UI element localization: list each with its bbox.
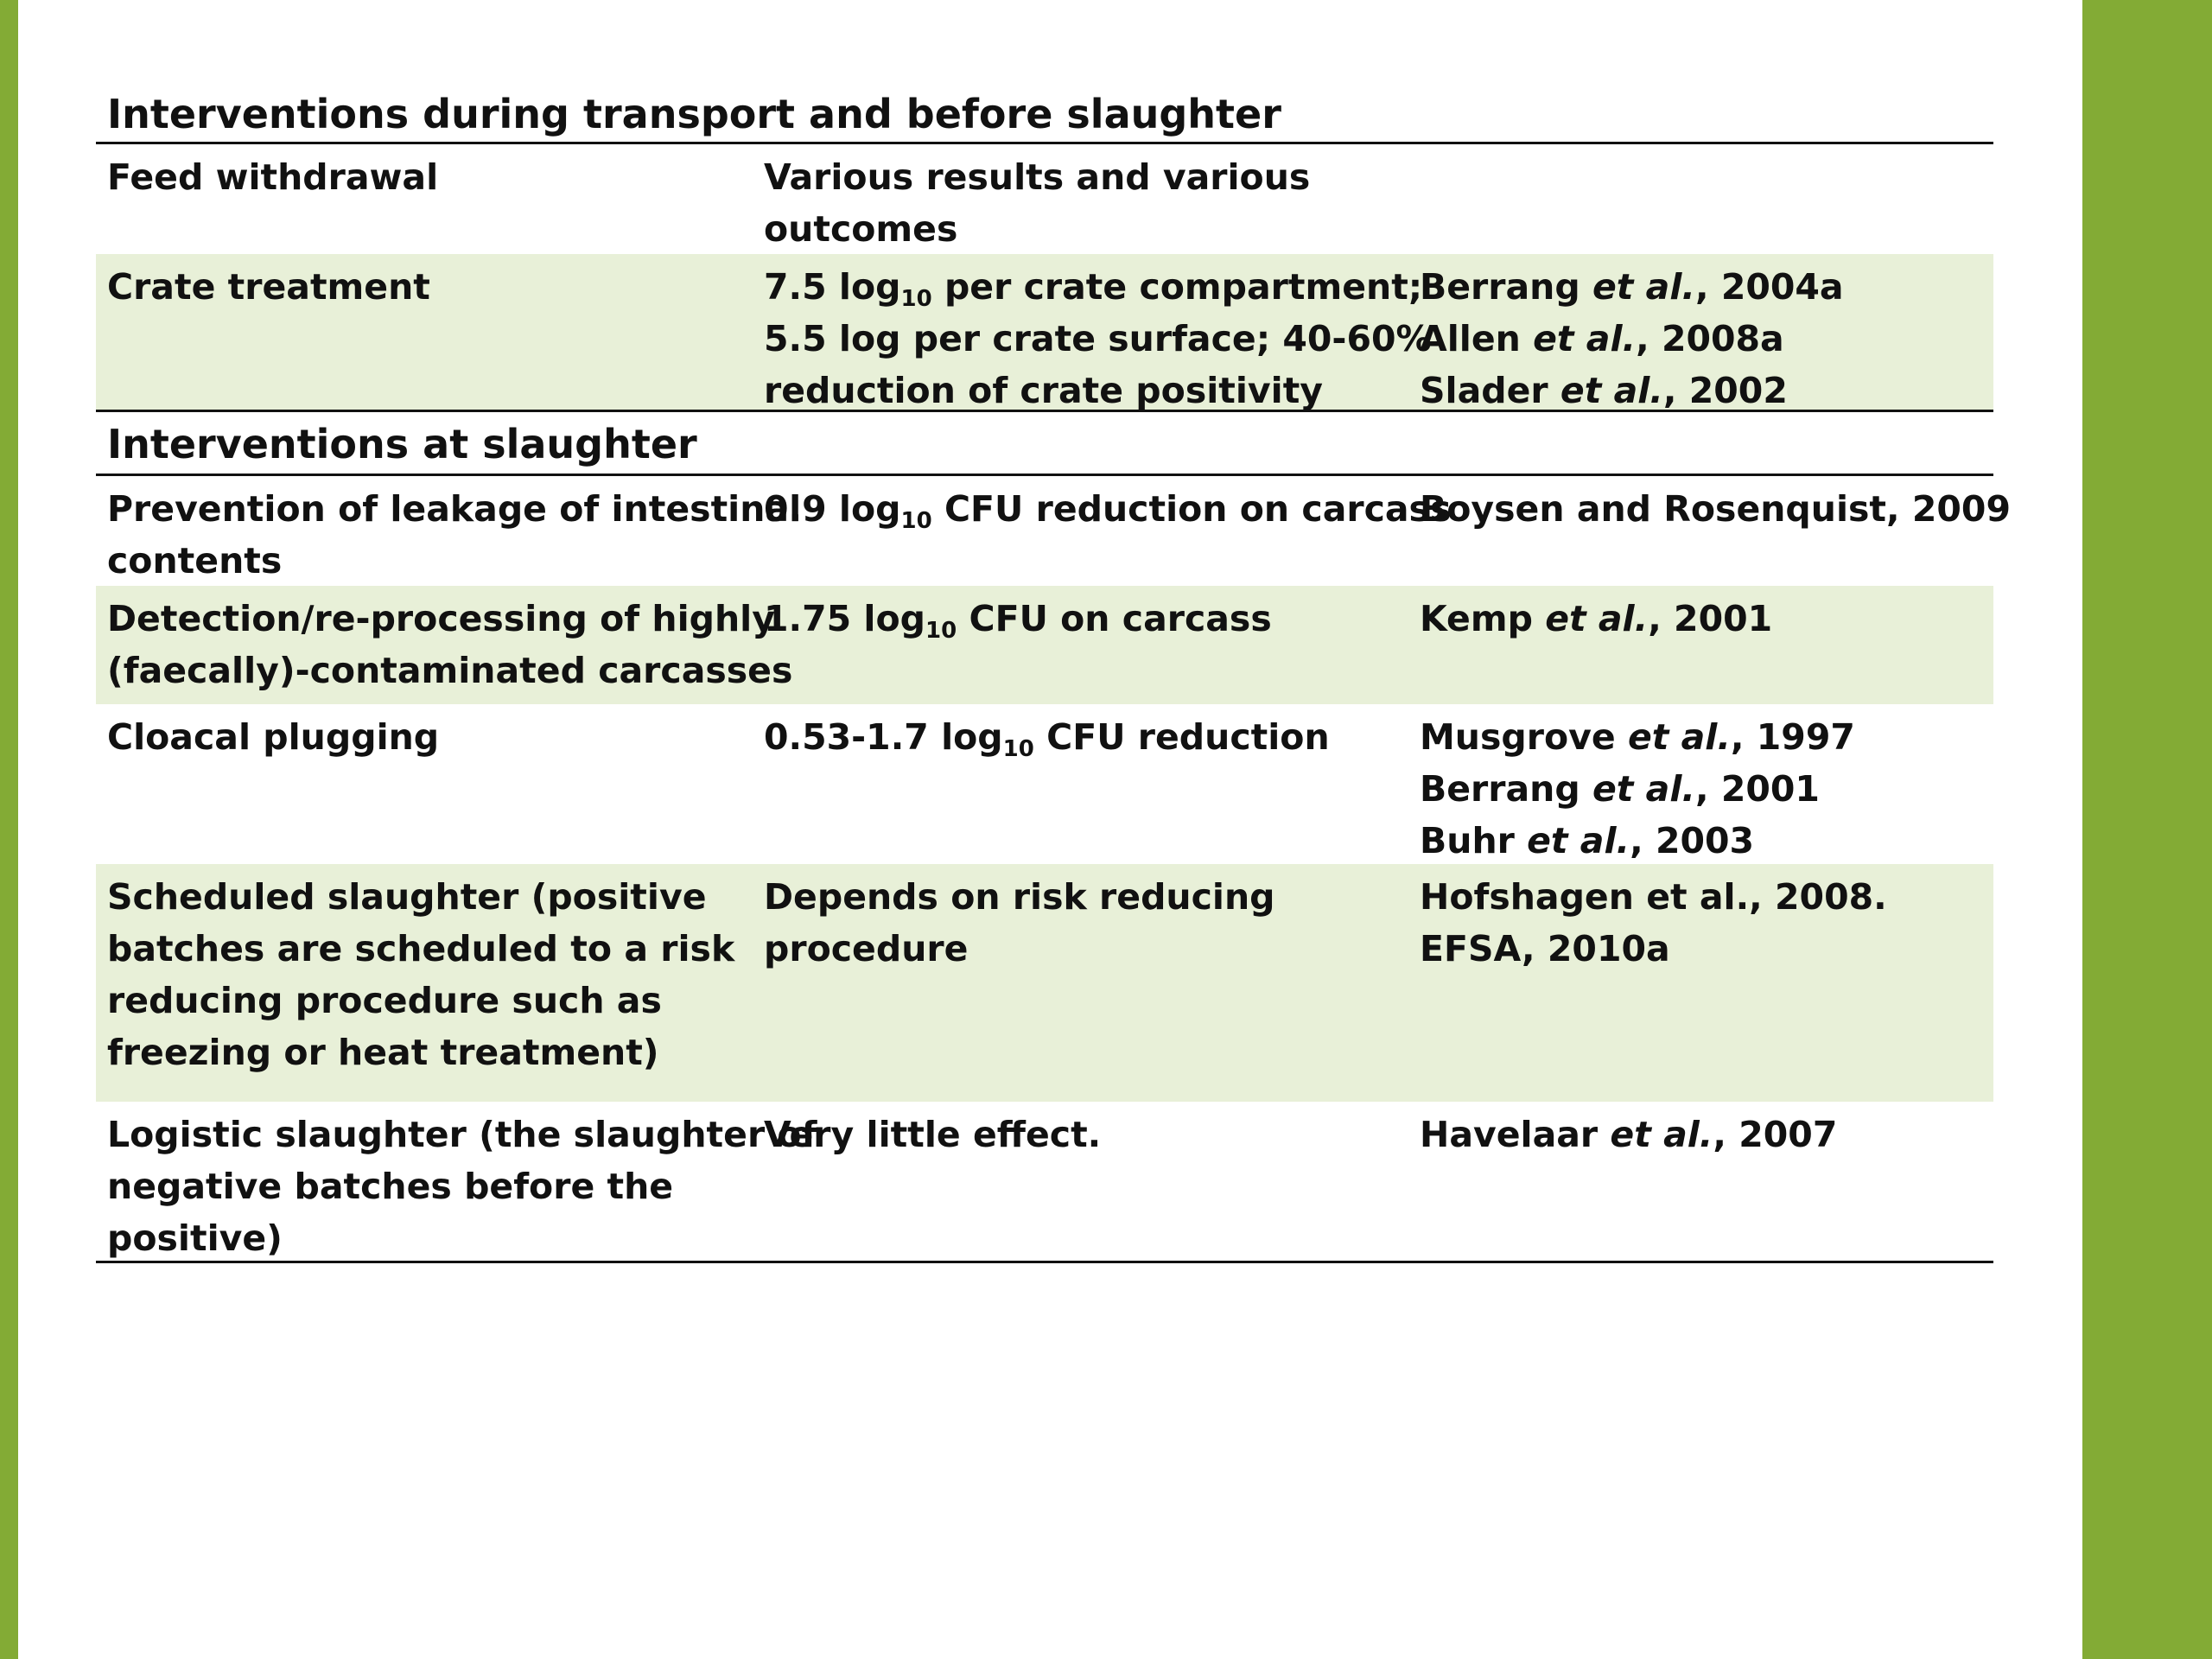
- intervention-cell: Cloacal plugging: [107, 716, 440, 758]
- effect-cell: Very little effect.: [764, 1114, 1102, 1155]
- section-header-slaughter: Interventions at slaughter: [96, 410, 1993, 476]
- effect-cell: 0.53-1.7 $\log_{10}$ CFU reduction: [764, 716, 1330, 762]
- table-row-scheduled-slaughter: [96, 864, 1993, 1102]
- table-row-cloacal-plugging: [96, 704, 1993, 864]
- table-row-leakage-prevention: [96, 476, 2011, 586]
- left-accent-bar: [0, 0, 18, 1659]
- references-cell: Havelaar et al., 2007: [1420, 1114, 1838, 1155]
- intervention-cell: Detection/re-processing of highly (faecally)-contaminated carcasses: [107, 598, 793, 691]
- references-cell: Hofshagen et al., 2008. EFSA, 2010a: [1420, 876, 1887, 969]
- effect-cell: Various results and various outcomes: [764, 156, 1311, 250]
- intervention-cell: Crate treatment: [107, 266, 430, 308]
- references-cell: Berrang et al., 2004a Allen et al., 2008a Slader et al., 2002: [1420, 266, 1844, 411]
- table-row-detection-reprocessing: [96, 586, 1993, 704]
- references-cell: Musgrove et al., 1997 Berrang et al., 2001 Buhr et al., 2003: [1420, 716, 1855, 861]
- table-row-feed-withdrawal: [96, 144, 1993, 254]
- table-row-logistic-slaughter: [96, 1102, 1993, 1263]
- effect-cell: 7.5 $\log_{10}$ per crate compartment; 5.5 log per crate surface; 40-60% reduction of crate positivity: [764, 266, 1432, 411]
- intervention-cell: Scheduled slaughter (positive batches are scheduled to a risk reducing procedure such as freezing or heat treatment): [107, 876, 735, 1073]
- references-cell: Kemp et al., 2001: [1420, 598, 1773, 639]
- right-accent-bar: [2082, 0, 2212, 1659]
- interventions-table: [96, 86, 2011, 1263]
- section-header-transport: Interventions during transport and before slaughter: [96, 86, 1993, 144]
- intervention-cell: Feed withdrawal: [107, 156, 439, 198]
- intervention-cell: Logistic slaughter (the slaughter of negative batches before the positive): [107, 1114, 817, 1259]
- intervention-cell: Prevention of leakage of intestinal contents: [107, 488, 802, 582]
- effect-cell: 1.75 $\log_{10}$ CFU on carcass: [764, 598, 1272, 644]
- effect-cell: 0.9 $\log_{10}$ CFU reduction on carcass: [764, 488, 1452, 534]
- table-row-crate-treatment: [96, 254, 1993, 410]
- effect-cell: Depends on risk reducing procedure: [764, 876, 1275, 969]
- references-cell: Boysen and Rosenquist, 2009: [1420, 488, 2011, 530]
